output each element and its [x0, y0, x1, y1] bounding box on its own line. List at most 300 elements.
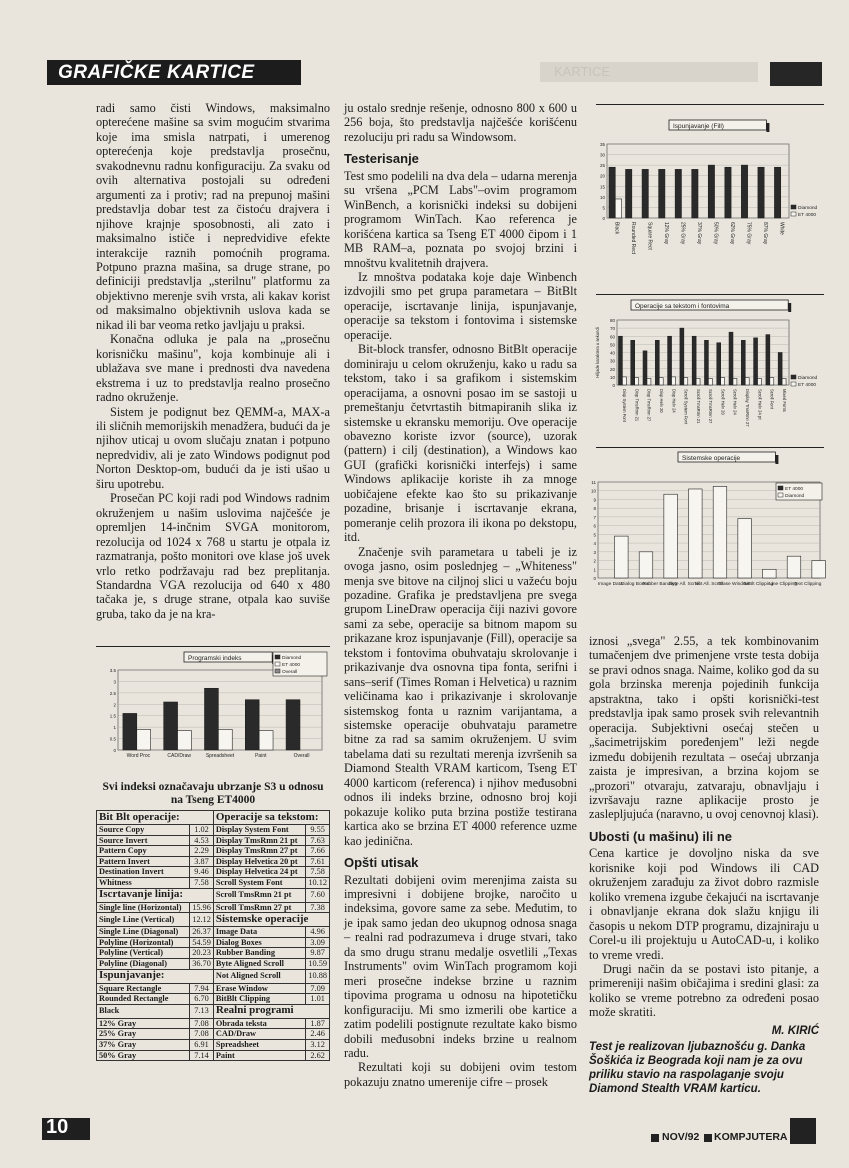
chart-bar-diamond [286, 700, 300, 750]
chart-y-tick-label: 1.5 [109, 713, 116, 719]
chart-y-tick-label: 0.5 [109, 736, 116, 742]
table-cell-label: 37% Gray [97, 1039, 190, 1050]
chart-x-tick-label: Erase Window [718, 582, 750, 587]
chart-svg [96, 650, 330, 768]
chart-y-tick-label: 80 [609, 318, 615, 323]
credit-note: Test je realizovan ljubaznošću g. Danka Šoškića iz Beograda koji nam je za ovu priliku stavio na raspolaganje svoju Diamond Stealth VRAM karticu. [589, 1041, 806, 1096]
chart-bar-et-4000 [615, 199, 621, 218]
table-cell-value: 7.60 [306, 888, 330, 902]
chart-x-tick-label: Paint [255, 753, 267, 759]
chart-bar-diamond [164, 702, 178, 750]
chart-legend-swatch [791, 205, 796, 209]
table-row [97, 969, 330, 983]
table-cell-label: Not Aligned Scroll [213, 969, 305, 983]
chart-bar-diamond [692, 336, 696, 385]
table-section-header: Realni programi [213, 1004, 329, 1018]
table-cell-label: Pattern Invert [97, 856, 190, 867]
table-cell-label: 12% Gray [97, 1018, 190, 1029]
chart-y-tick-label: 60 [609, 334, 615, 340]
table-cell-label: Square Rectangle [97, 983, 190, 994]
chart-y-tick-label: 2 [593, 558, 596, 564]
table-cell-value: 3.87 [190, 856, 214, 867]
table-cell-value: 7.38 [306, 902, 330, 913]
chart-legend-swatch [778, 493, 783, 497]
chart-sistemske-operacije [590, 450, 826, 600]
chart-bar-diamond [631, 340, 635, 385]
table-cell-label: Display Helvetica 20 pt [213, 856, 305, 867]
table-cell-label: BitBlt Clipping [213, 994, 305, 1005]
author-signature: M. KIRIĆ [771, 1024, 819, 1037]
chart-bar-diamond [680, 328, 684, 385]
chart-bar-diamond [766, 335, 770, 385]
benchmark-table [96, 810, 330, 1061]
table-row [97, 927, 330, 938]
chart-bar-et-4000 [218, 729, 232, 750]
table-cell-value: 1.87 [306, 1018, 330, 1029]
chart-y-tick-label: 11 [591, 480, 596, 485]
table-cell-label: Display TmsRmn 21 pt [213, 835, 305, 846]
chart-legend-swatch [791, 375, 796, 379]
table-cell-label: Obrada teksta [213, 1018, 305, 1029]
table-cell-value: 7.63 [306, 835, 330, 846]
chart-x-tick-label: Disp Helv 24 [671, 389, 677, 413]
chart-y-tick-label: 40 [609, 350, 615, 356]
table-cell-value: 10.88 [306, 969, 330, 983]
table-section-header: Ispunjavanje: [97, 969, 214, 983]
chart-bar-et-4000 [635, 378, 639, 385]
chart-x-tick-label: Scroll System Font [683, 389, 689, 425]
chart-bar-et-4000 [758, 379, 762, 386]
chart-bar-diamond [642, 169, 648, 218]
chart-y-tick-label: 30 [599, 152, 605, 158]
chart-bar-diamond [725, 167, 731, 218]
chart-x-tick-label: Spreadsheet [205, 753, 235, 759]
chart-x-tick-label: Not All. Scroll [694, 582, 724, 587]
chart-x-tick-label: Scroll Helv 24 [732, 389, 738, 415]
col2-paragraph: Bit-block transfer, odnosno BitBlt operacije dominiraju u celom okruženju, kako u radu sa tekstom, tako i sa grafikom i sistemskim operacijama, a osnovni posao im se sastoji u premeštanju četvrtastih bitmapiranih slika iz sistemske u ekransku memoriju. Ove operacije obavezno koriste izvor (source), uzorak (pattern) i cilj (destination), a Windows kao GUI (grafički korisnički interfejs) i same Windows aplikacije koriste ih za mnoge uobičajene efekte kao što su prikazivanje pozadine, brisanje i iscrtavanje ekrana, pomeranje celih prozora ili ikona po dekstopu, itd. [344, 342, 577, 545]
chart-y-tick-label: 30 [609, 358, 615, 364]
table-cell-label: Rounded Rectangle [97, 994, 190, 1005]
chart-y-tick-label: 20 [599, 173, 605, 179]
table-cell-value: 2.46 [306, 1029, 330, 1040]
table-cell-value: 3.09 [306, 937, 330, 948]
chart-x-tick-label: 37% Gray [696, 222, 702, 245]
chart-y-tick-label: 5 [593, 532, 596, 538]
chart-legend-label: ET 4000 [798, 383, 817, 388]
chart-title-shadow [775, 455, 778, 464]
table-cell-value: 15.96 [190, 902, 214, 913]
chart-title-shadow [788, 303, 791, 312]
chart-x-tick-label: Disp TmsRmn 27 [646, 389, 652, 422]
table-cell-label: Single Line (Diagonal) [97, 927, 190, 938]
col2-paragraph: Test smo podelili na dva dela – udarna merenja su vršena „PCM Labs"–ovim programom WinBench, a korisnički indeksi su dobijeni programom WinTach. Kao referenca je korišćena kartica sa Tseng ET 4000 čipom i 1 MB RAM–a, poznata po svojoj brzini i mnoštvu kvalitetnih drajvera. [344, 168, 577, 270]
chart-x-tick-label: Rubber Banding [642, 582, 678, 587]
chart-y-tick-label: 7 [593, 514, 596, 520]
footer-magazine: KOMPJUTERA [714, 1131, 788, 1143]
chart-x-tick-label: White [778, 222, 785, 235]
chart-bar-diamond [618, 336, 622, 385]
chart-y-tick-label: 0 [593, 576, 596, 581]
chart-x-tick-label: Disp System Font [622, 389, 628, 423]
chart-legend-swatch [275, 655, 280, 659]
table-cell-label: Scroll TmsRmn 21 pt [213, 888, 305, 902]
table-title: Svi indeksi označavaju ubrzanje S3 u odnosu na Tseng ET4000 [102, 781, 324, 806]
heading-testerisanje: Testerisanje [344, 151, 419, 167]
table-cell-label: Source Invert [97, 835, 190, 846]
chart-bar-diamond [787, 556, 801, 578]
chart-bar-diamond [713, 486, 727, 578]
footer-corner-block [790, 1118, 816, 1144]
chart-x-tick-label: Disp Helv 20 [659, 389, 664, 413]
article-column-2 [344, 101, 577, 1089]
table-cell-label: Scroll TmsRmn 27 pt [213, 902, 305, 913]
chart-x-tick-label: Word Proc [126, 753, 151, 759]
chart-x-tick-label: 75% Gray [745, 222, 752, 245]
table-row [97, 983, 330, 994]
chart-bar-diamond [664, 494, 678, 578]
table-row [97, 811, 330, 825]
chart-bar-et-4000 [696, 379, 700, 386]
table-cell-value: 36.70 [190, 958, 214, 969]
article-column-3 [589, 634, 819, 1096]
chart-y-tick-label: 20 [609, 366, 615, 372]
chart-legend-swatch [791, 382, 796, 386]
chart-y-tick-label: 0 [602, 216, 605, 221]
col2-paragraph: Rezultati koji su dobijeni ovim testom pokazuju znatno umerenije cifre – prosek [344, 1060, 577, 1089]
divider [596, 294, 824, 295]
chart-y-tick-label: 3.5 [109, 668, 116, 673]
table-cell-label: Display System Font [213, 825, 305, 836]
table-cell-value: 10.12 [306, 877, 330, 888]
chart-bar-et-4000 [259, 731, 273, 750]
table-cell-value: 26.37 [190, 927, 214, 938]
col1-paragraph: Sistem je podignut bez QEMM-a, MAX-a ili sličnih memorijskih menadžera, budući da je njihov uticaj u ovom slučaju znatan i potpuno nepredvidiv, ali je zato Windows podignut pod Norton Desktop-om, budući da je isti ušao u širu upotrebu. [96, 404, 330, 491]
chart-y-tick-label: 10 [590, 488, 596, 494]
chart-legend-label: Diamond [798, 206, 818, 211]
table-cell-label: Display Helvetica 24 pt [213, 867, 305, 878]
table-cell-value: 7.66 [306, 846, 330, 857]
footer-marker [704, 1134, 712, 1142]
table-cell-label: Pattern Copy [97, 846, 190, 857]
chart-bar-et-4000 [622, 377, 626, 385]
chart-bar-diamond [245, 700, 259, 750]
table-section-header: Operacije sa tekstom: [213, 811, 329, 825]
chart-bar-diamond [689, 489, 703, 578]
table-cell-label: Display TmsRmn 27 pt [213, 846, 305, 857]
table-cell-value: 4.53 [190, 835, 214, 846]
chart-x-tick-label: Byte All. Scroll [668, 582, 700, 587]
chart-x-tick-label: Black [613, 222, 620, 235]
chart-y-tick-label: 6 [593, 523, 596, 529]
chart-y-tick-label: 0 [612, 383, 615, 388]
table-row [97, 913, 330, 927]
divider [96, 646, 330, 647]
table-cell-value: 7.08 [190, 1018, 214, 1029]
page-number: 10 [46, 1116, 69, 1138]
col3-paragraph: iznosi „svega" 2.55, a tek kombinovanim tumačenjem dve primenjene vrste testa dobija se pravi odnos snaga. Naime, koliko god da su gola brzinska merenja pojedinih funkcija apstraktna, tako i opšti korisnički-test predstavlja ipak samo prosek svih relevantnih operacija. Subjektivni osećaj stečen u „šacimetrijskim poređenjem" leži negde između dobijenih rezultata – osećaj ubrzanja zaista je impresivan, a brzina kojom se „prozori" otvaraju, zatvaraju, obnavljaju i izvršavaju razne aplikacije prosto je zaslepljujuća (naravno, u ovoj cenovnoj klasi). [589, 634, 819, 822]
chart-bar-diamond [708, 165, 714, 218]
table-cell-value: 6.70 [190, 994, 214, 1005]
chart-legend-label: ET 4000 [798, 213, 817, 218]
chart-y-tick-label: 1 [113, 725, 116, 731]
col1-paragraph: radi samo čisti Windows, maksimalno opterećene mašine sa svim mogućim stvarima koje ima smisla natrpati, i umerenog opterećenja koje predstavlja prosečnu, svakodnevnu radnu konfiguraciju. Za svaku od ovih alternativa postojali su određeni argumenti za i protiv; rad na prepunoj mašini predstavlja dobar test za čistoću drajvera i njihove krajnje sposobnosti, ali zato i maksimalno ističe i nepredvidive efekte interakcije raznih pomoćnih programa. Potpuno prazna mašina, sa druge strane, po definiciji predstavlja „sterilnu" platformu za objektivno merenje svih vrsta, ali kakav korist od maksimalno objektivnih uslova kada se nikad ili bar veoma retko javljaju u praksi. [96, 101, 330, 332]
col3-paragraph: Drugi način da se postavi isto pitanje, a primereniji našim običajima i sredini glasi: za koliko se vreme potrebno za određeni posao može skratiti. [589, 961, 819, 1020]
table-row [97, 1050, 330, 1061]
table-cell-value: 9.46 [190, 867, 214, 878]
chart-title-shadow [766, 123, 769, 132]
table-row [97, 877, 330, 888]
chart-bar-diamond [655, 340, 659, 385]
table-cell-label: Byte Aligned Scroll [213, 958, 305, 969]
table-row [97, 937, 330, 948]
chart-bar-et-4000 [672, 377, 676, 385]
chart-bar-diamond [729, 332, 733, 385]
chart-bar-et-4000 [770, 378, 774, 385]
chart-bar-diamond [741, 340, 745, 385]
table-section-header: Bit Blt operacije: [97, 811, 214, 825]
chart-legend-label: Diamond [785, 494, 805, 499]
table-cell-value: 9.87 [306, 948, 330, 959]
chart-bar-diamond [615, 536, 629, 578]
chart-x-tick-label: Image Data [597, 582, 623, 587]
table-cell-label: Black [97, 1004, 190, 1018]
table-cell-value: 2.62 [306, 1050, 330, 1061]
chart-title: Programski indeks [188, 655, 242, 662]
table-cell-value: 7.14 [190, 1050, 214, 1061]
chart-y-tick-label: 25 [599, 163, 605, 169]
chart-bar-diamond [639, 552, 653, 578]
chart-bar-diamond [668, 336, 672, 385]
chart-x-tick-label: Scroll TmsRmn 27 [708, 389, 714, 424]
chart-bar-diamond [123, 713, 137, 750]
table-row [97, 867, 330, 878]
chart-x-tick-label: Scroll Helv 24 pt [757, 389, 763, 420]
chart-x-tick-label: CAD/Draw [167, 753, 192, 759]
divider [596, 104, 824, 105]
table-cell-label: Scroll System Font [213, 877, 305, 888]
table-cell-label: Source Copy [97, 825, 190, 836]
chart-x-tick-label: Text Clipping [793, 582, 822, 587]
chart-y-tick-label: 2 [113, 702, 116, 708]
chart-legend-swatch [275, 662, 280, 666]
chart-bar-et-4000 [782, 379, 786, 386]
table-cell-value: 7.58 [306, 867, 330, 878]
chart-bar-et-4000 [659, 378, 663, 385]
table-cell-value: 7.58 [190, 877, 214, 888]
chart-x-tick-label: BitBlt Clipping [743, 582, 774, 587]
chart-programski-indeks [96, 650, 330, 768]
chart-x-tick-label: Scroll Helv 20 [720, 389, 726, 415]
chart-legend-label: Diamond [282, 656, 302, 661]
table-cell-label: Paint [213, 1050, 305, 1061]
chart-y-axis-label: Hiljade karaktera u sekundi [595, 327, 600, 378]
table-cell-label: 50% Gray [97, 1050, 190, 1061]
chart-bar-diamond [754, 338, 758, 385]
divider [596, 447, 824, 448]
chart-bar-et-4000 [745, 378, 749, 385]
table-cell-value: 7.09 [306, 983, 330, 994]
table-cell-value: 54.59 [190, 937, 214, 948]
table-cell-label: Single Line (Vertical) [97, 913, 190, 927]
footer-marker [651, 1134, 659, 1142]
col2-intro: ju ostalo srednje rešenje, odnosno 800 x 600 u 256 boja, što predstavlja najčešće korišćenu rezoluciju pri radu sa Windowsom. [344, 101, 577, 144]
table-cell-label: Rubber Banding [213, 948, 305, 959]
table-cell-value: 20.23 [190, 948, 214, 959]
table-row [97, 1018, 330, 1029]
chart-legend-label: Diamond [798, 376, 818, 381]
chart-legend-swatch [791, 212, 796, 216]
chart-x-tick-label: Disp TmsRmn 21 [634, 389, 640, 422]
table-row [97, 888, 330, 902]
chart-svg [593, 118, 823, 288]
chart-y-tick-label: 1 [593, 567, 596, 573]
chart-bar-et-4000 [708, 379, 712, 386]
table-cell-value: 1.01 [306, 994, 330, 1005]
chart-svg [590, 450, 826, 600]
chart-x-tick-label: Mixed Fonts [781, 389, 787, 412]
section-title: GRAFIČKE KARTICE [58, 62, 255, 83]
chart-legend-label: Overall [282, 670, 298, 675]
chart-y-tick-label: 50 [609, 342, 615, 348]
chart-bar-diamond [758, 167, 764, 218]
chart-y-tick-label: 0 [113, 748, 116, 753]
chart-bar-diamond [738, 519, 752, 578]
chart-legend-swatch [778, 486, 783, 490]
col3-paragraph: Cena kartice je dovoljno niska da sve korisnike koji pod Windows ili CAD okruženjem zarađuju za život dobro razmisle koliko vremena izgube čekajući na iscrtavanje i obnavljanje ekrana dok slažu knjigu ili časopis u nekom DTP programu, dizajniraju u Corel-u ili projektuju u AutoCAD-u, i koliko to vreme vredi. [589, 846, 819, 962]
chart-x-tick-label: 62% Gray [729, 222, 736, 245]
table-row [97, 994, 330, 1005]
table-cell-value: 3.12 [306, 1039, 330, 1050]
chart-bar-et-4000 [137, 729, 151, 750]
chart-y-tick-label: 5 [602, 205, 605, 211]
table-row [97, 948, 330, 959]
chart-x-tick-label: Rounded Rect [629, 222, 636, 254]
table-cell-value: 9.55 [306, 825, 330, 836]
chart-bar-et-4000 [733, 379, 737, 386]
table-row [97, 902, 330, 913]
table-cell-value: 1.02 [190, 825, 214, 836]
chart-bar-diamond [812, 561, 826, 578]
chart-x-tick-label: Scroll TmsRmn 21 [695, 389, 701, 424]
chart-bar-et-4000 [684, 378, 688, 385]
chart-bar-diamond [778, 353, 782, 386]
table-cell-value: 4.96 [306, 927, 330, 938]
heading-ubosti: Ubosti (u mašinu) ili ne [589, 828, 733, 844]
chart-y-tick-label: 10 [609, 374, 615, 380]
table-cell-value: 2.29 [190, 846, 214, 857]
table-section-header: Iscrtavanje linija: [97, 888, 214, 902]
chart-y-tick-label: 15 [599, 184, 605, 190]
chart-x-tick-label: Dialog Boxes [620, 582, 650, 587]
chart-tekst-fontovi [593, 298, 823, 443]
chart-bar-diamond [626, 169, 632, 218]
col2-paragraph: Rezultati dobijeni ovim merenjima zaista su impresivni i dobijene brojke, naročito u indeksima, govore same za sebe. Međutim, to je ipak samo jedan deo ukupnog odnosa snaga – realni rad podrazumeva i druge stvari, tako da smo drugu stranu medalje osvetlili „Texas Instruments" ovim WinTach programom koji meri prosečne indekse brzine u raznim tipovima programa u odnosu na hipotetičku konfiguraciju. Mi smo izmerili obe kartice a zatim podelili postignute rezultate kako bismo dobili međusobni indeks brzine u realnom radu. [344, 872, 577, 1060]
col2-paragraph: Iz mnoštva podataka koje daje Winbench izdvojili smo pet grupa parametara – BitBlt operacije, iscrtavanje linija, ispunjavanje, operacije sa tekstom i fontovima i sistemske operacije. [344, 269, 577, 342]
table-cell-label: Polyline (Vertical) [97, 948, 190, 959]
table-cell-value: 7.61 [306, 856, 330, 867]
table-cell-label: Erase Window [213, 983, 305, 994]
chart-legend-label: ET 4000 [282, 663, 301, 668]
chart-bar-diamond [717, 343, 721, 385]
chart-y-tick-label: 8 [593, 506, 596, 512]
table-cell-label: CAD/Draw [213, 1029, 305, 1040]
col1-paragraph: Konačna odluka je pala na „prosečnu korisničku mašinu", koja kombinuje ali i ublažava sve mane i prednosti dva navedena ekstrema i uz to predstavlja realno prosečno radno okruženje. [96, 332, 330, 405]
chart-title: Sistemske operacije [682, 455, 741, 462]
chart-x-tick-label: Line Clipping [769, 582, 797, 587]
chart-bar-diamond [659, 169, 665, 218]
table-cell-label: Spreadsheet [213, 1039, 305, 1050]
footer-issue: NOV/92 [662, 1131, 700, 1143]
show-through-title: KARTICE [540, 62, 758, 82]
chart-x-tick-label: 50% Gray [712, 222, 719, 245]
chart-bar-diamond [704, 340, 708, 385]
chart-legend-label: ET 4000 [785, 487, 804, 492]
table-cell-value: 12.12 [190, 913, 214, 927]
table-cell-value: 7.13 [190, 1004, 214, 1018]
table-cell-label: Destination Invert [97, 867, 190, 878]
chart-bar-diamond [204, 688, 218, 750]
col1-paragraph: Prosečan PC koji radi pod Windows radnim okruženjem u našim uslovima najčešće je opremljen 14-inčnim SVGA monitorom, rezolucija od 1024 x 768 u startu je otpala iz razmatranja, pošto monitori ove klase još uvek vrlo retko podržavaju rad bez preplitanja. Standardna VGA rezolucija od 640 x 480 tačaka je, s druge strane, otpala kao suviše gruba, tako da je na kra- [96, 491, 330, 621]
chart-y-tick-label: 3 [113, 679, 116, 685]
table-row [97, 856, 330, 867]
table-cell-value: 10.59 [306, 958, 330, 969]
chart-y-tick-label: 9 [593, 497, 596, 503]
table-row [97, 846, 330, 857]
chart-title: Operacije sa tekstom i fontovima [635, 303, 730, 310]
chart-y-tick-label: 10 [599, 194, 605, 200]
table-row [97, 958, 330, 969]
chart-bar-diamond [609, 167, 615, 218]
show-through-block [770, 62, 822, 86]
chart-bar-diamond [774, 167, 780, 218]
table-cell-label: 25% Gray [97, 1029, 190, 1040]
table-section-header: Sistemske operacije [213, 913, 329, 927]
table-cell-label: Dialog Boxes [213, 937, 305, 948]
chart-bar-diamond [741, 165, 747, 218]
chart-title: Ispunjavanje (Fill) [673, 123, 724, 130]
article-column-1 [96, 101, 330, 621]
heading-opsti-utisak: Opšti utisak [344, 855, 419, 871]
chart-bar-diamond [643, 351, 647, 385]
chart-x-tick-label: Overall [293, 753, 310, 759]
table-cell-label: Polyline (Horizontal) [97, 937, 190, 948]
chart-bar-et-4000 [178, 731, 192, 750]
chart-ispunjavanje [593, 118, 823, 288]
chart-y-tick-label: 3 [593, 549, 596, 555]
chart-bar-et-4000 [647, 379, 651, 386]
chart-y-tick-label: 70 [609, 326, 615, 332]
chart-x-tick-label: Scroll Font [769, 389, 775, 410]
table-row [97, 1029, 330, 1040]
chart-x-tick-label: Square Rect [646, 222, 653, 250]
chart-bar-diamond [692, 169, 698, 218]
chart-bar-diamond [763, 569, 777, 578]
col2-paragraph: Značenje svih parametara u tabeli je iz ovoga jasno, osim poslednjeg – „Whiteness" menja sve bitove na ciljnoj slici u važeću boju pozadine. Grafika je predstavljena pre svega grupom LineDraw operacija čiji nazivi govore sami za sebe, operacije sa bitnom mapom su prikazane kroz ispunjavanje (Fill), operacije sa tekstom i fontovima obuhvataju skrolovanje i prikazivanje dva osnovna tipa fonta, serifni i sans–serif (Times Roman i Helvetica) u raznim veličinama kao i prikazivanje i skrolovanje sistemskog fonta u raznim varijantama, a sistemske operacije obuhvataju parametre bitne za rad sa samim okruženjem. U svim tabelama dati su rezultati merenja izvršenih sa Diamond Stealth VRAM karticom, Tseng ET 4000 karticom (referenca) i njihov međusobni odnos ili indeks brzine, odnosno broj koji pokazuje koliko puta brzina postiže testirana kartica ako se brzina ET 4000 reference uzme kao jedinična. [344, 544, 577, 848]
chart-svg [593, 298, 823, 443]
table-row [97, 1004, 330, 1018]
chart-x-tick-label: 87% Gray [762, 222, 769, 245]
table-cell-label: Single line (Horizontal) [97, 902, 190, 913]
table-cell-label: Whitness [97, 877, 190, 888]
chart-y-tick-label: 4 [593, 541, 596, 547]
chart-y-tick-label: 2.5 [109, 690, 116, 696]
table-cell-value: 7.94 [190, 983, 214, 994]
table-cell-value: 7.08 [190, 1029, 214, 1040]
chart-x-tick-label: Display TmsRmn 27 [745, 389, 750, 427]
table-cell-label: Image Data [213, 927, 305, 938]
table-cell-value: 6.91 [190, 1039, 214, 1050]
chart-x-tick-label: 12% Gray [662, 222, 669, 245]
